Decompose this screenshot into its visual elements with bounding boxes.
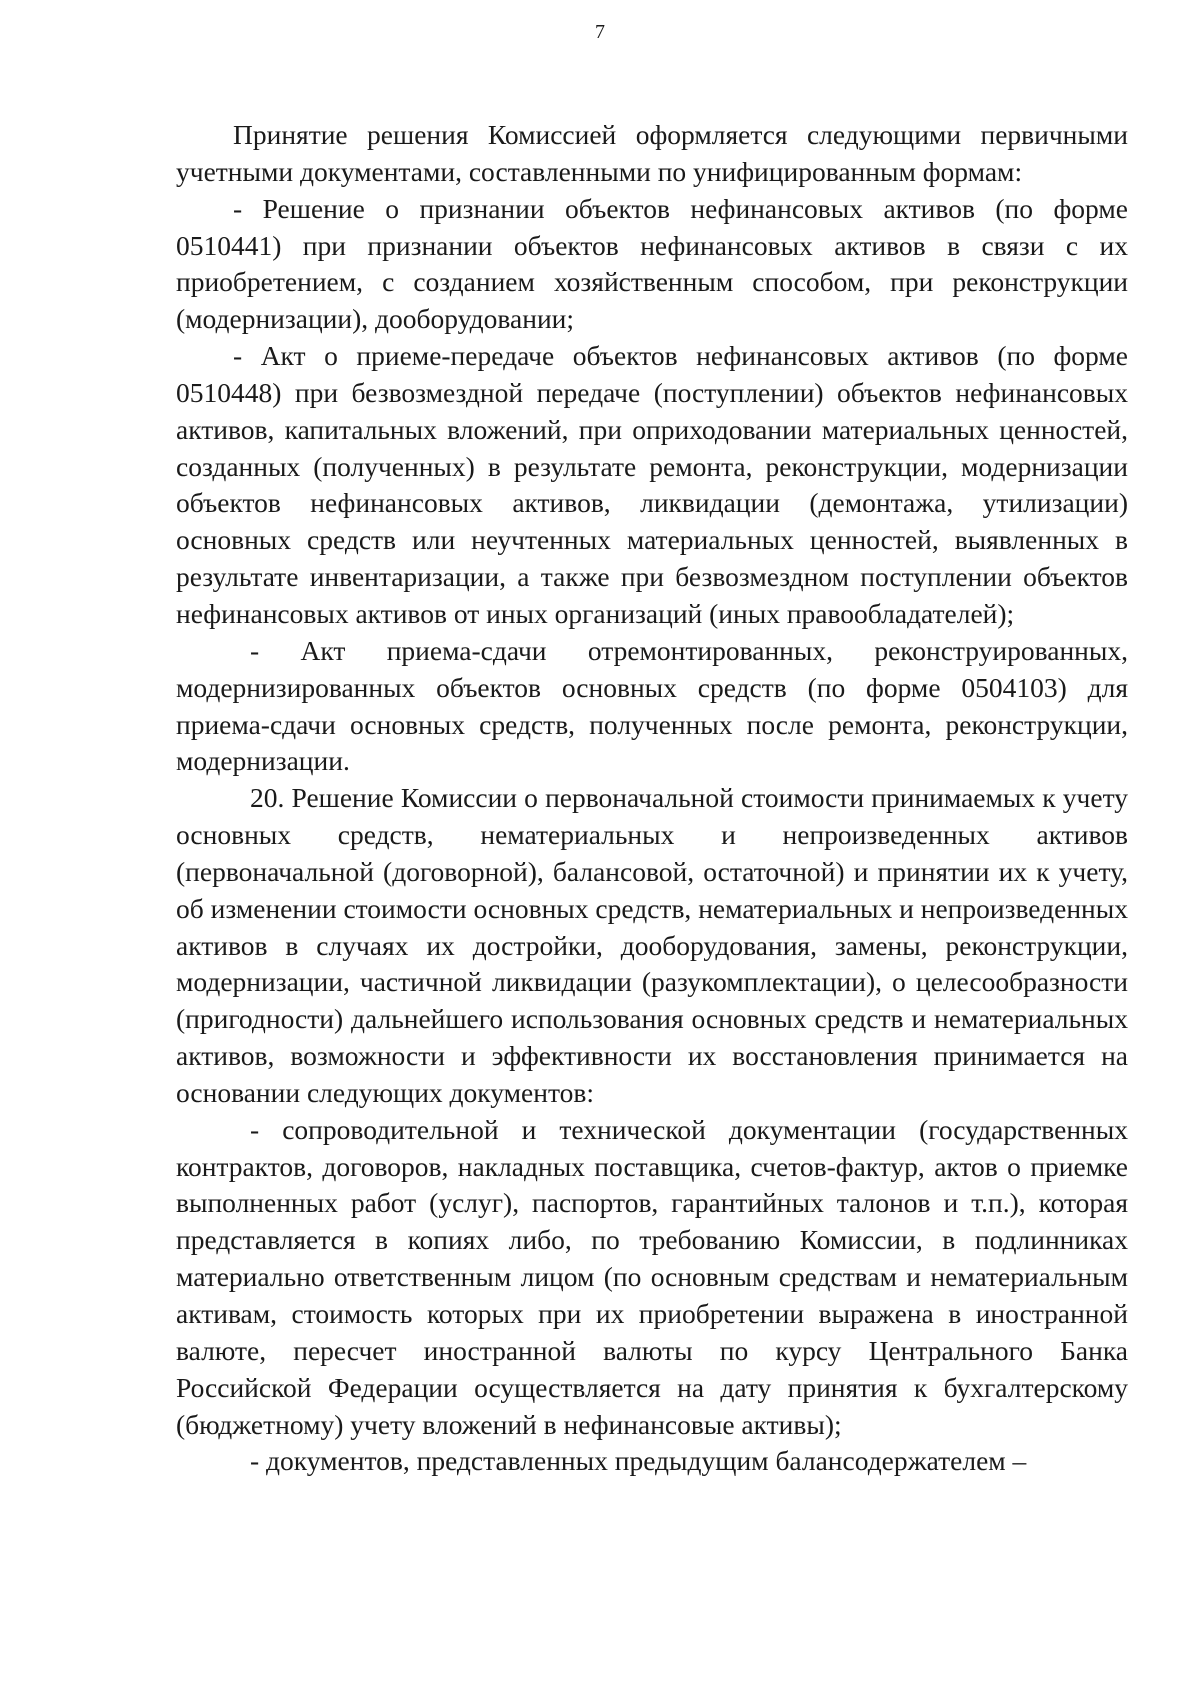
- paragraph-transfer-act: - Акт о приеме-передаче объектов нефинансовых активов (по форме 0510448) при безвозмездной передаче (поступлении) объектов нефинансовых активов, капитальных вложений, при оприходовании материальных ценностей, созданных (полученных) в результате ремонта, реконструкции, модернизации объектов нефинансовых активов, ликвидации (демонтажа, утилизации) основных средств или неучтенных материальных ценностей, выявленных в результате инвентаризации, а также при безвозмездном поступлении объектов нефинансовых активов от иных организаций (иных правообладателей);: [176, 340, 1128, 629]
- paragraph-previous-holder-docs: - документов, представленных предыдущим балансодержателем –: [250, 1445, 1027, 1477]
- paragraph-item-20: 20. Решение Комиссии о первоначальной стоимости принимаемых к учету основных средств, нематериальных и непроизведенных активов (первоначальной (договорной), балансовой, остаточной) и принятии их к учету, об изменении стоимости основных средств, нематериальных и непроизведенных активов в случаях их достройки, дооборудования, замены, реконструкции, модернизации, частичной ликвидации (разукомплектации), о целесообразности (пригодности) дальнейшего использования основных средств и нематериальных активов, возможности и эффективности их восстановления принимается на основании следующих документов:: [176, 782, 1128, 1108]
- paragraph-acceptance-act: - Акт приема-сдачи отремонтированных, реконструированных, модернизированных объектов основных средств (по форме 0504103) для приема-сдачи основных средств, полученных после ремонта, реконструкции, модернизации.: [176, 634, 1128, 777]
- paragraph-accompanying-docs: - сопроводительной и технической документации (государственных контрактов, договоров, накладных поставщика, счетов-фактур, актов о приемке выполненных работ (услуг), паспортов, гарантийных талонов и т.п.), которая представляется в копиях либо, по требованию Комиссии, в подлинниках материально ответственным лицом (по основным средствам и нематериальным активам, стоимость которых при их приобретении выражена в иностранной валюте, пересчет иностранной валюты по курсу Центрального Банка Российской Федерации осуществляется на дату принятия к бухгалтерскому (бюджетному) учету вложений в нефинансовые активы);: [176, 1113, 1128, 1440]
- document-body: [176, 117, 1128, 1480]
- paragraph-intro: Принятие решения Комиссией оформляется следующими первичными учетными документами, составленными по унифицированным формам:: [176, 119, 1128, 187]
- paragraph-decision-form: - Решение о признании объектов нефинансовых активов (по форме 0510441) при признании объектов нефинансовых активов в связи с их приобретением, с созданием хозяйственным способом, при реконструкции (модернизации), дооборудовании;: [176, 192, 1128, 335]
- page-number: 7: [595, 21, 605, 43]
